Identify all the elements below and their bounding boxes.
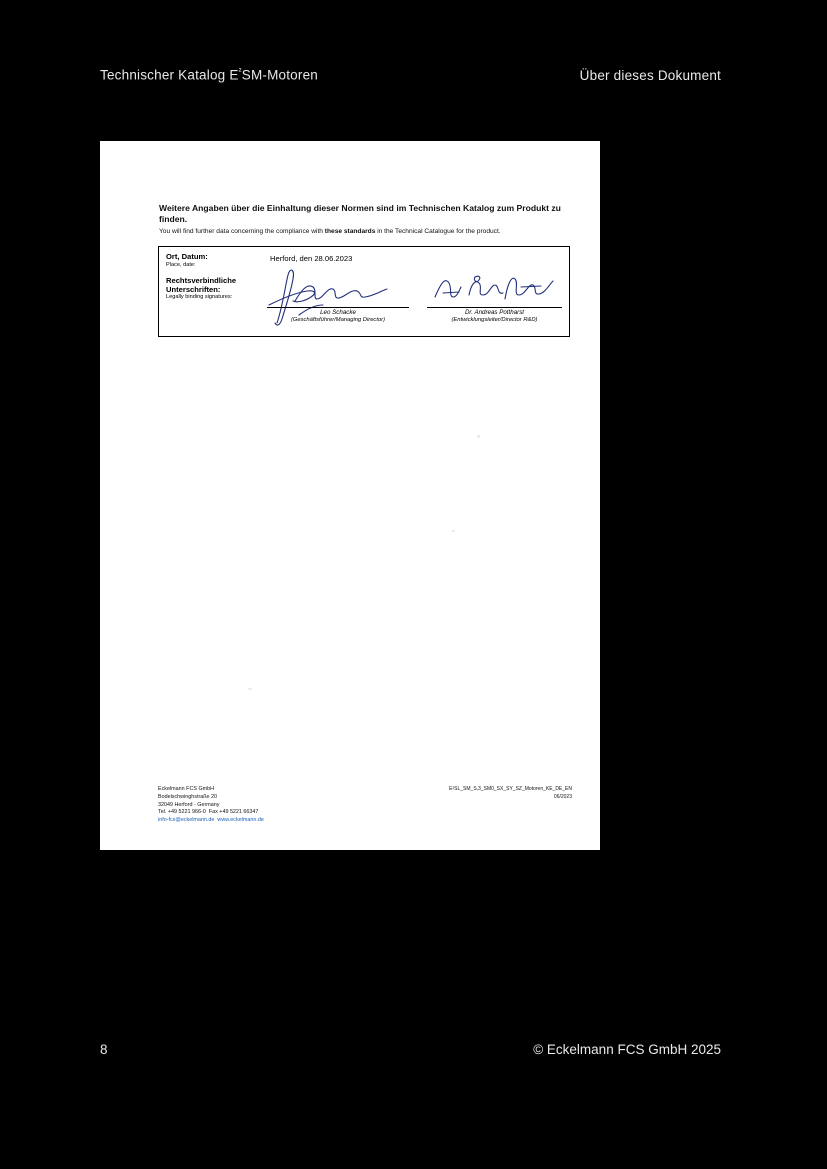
- company-street: Bodelschwinghstraße 20: [158, 793, 218, 800]
- intro-text-de: Weitere Angaben über die Einhaltung dieser Normen sind im Technischen Katalog zum Produkt zu finden.: [159, 203, 561, 224]
- scan-artefact: [248, 688, 252, 690]
- document-code-line2: 06/2023: [553, 793, 572, 800]
- intro-text-en-part2: in the Technical Catalogue for the product.: [375, 228, 501, 235]
- document-sheet: [100, 141, 600, 850]
- intro-text-en-bold: these standards: [324, 228, 376, 235]
- place-date-label-en: Place, date:: [166, 261, 196, 268]
- copyright-notice: © Eckelmann FCS GmbH 2025: [533, 1042, 721, 1057]
- header-title-pre: Technischer Katalog E: [100, 67, 239, 83]
- intro-text-en-part1: You will find further data concerning the compliance with: [159, 228, 325, 235]
- intro-paragraph: [159, 203, 569, 236]
- page-footer: [100, 1042, 721, 1066]
- header-section-title: Über dieses Dokument: [579, 67, 721, 83]
- company-address: [158, 786, 264, 825]
- company-email-link[interactable]: info-fcs@eckelmann.de: [158, 817, 215, 824]
- signatures-label: [166, 277, 266, 301]
- page-header: [100, 66, 721, 90]
- signer-2: [427, 309, 562, 325]
- signer-1-name: Leo Schacke: [320, 309, 356, 316]
- document-code: [449, 786, 572, 801]
- signer-1: [267, 309, 409, 325]
- signer-2-role: (Entwicklungsleiter/Director R&D): [451, 317, 538, 324]
- page-number: 8: [100, 1042, 108, 1057]
- header-title-post: SM-Motoren: [241, 67, 319, 83]
- scan-artefact: [477, 435, 480, 438]
- company-phone: Tel. +49 5221 966-0: [158, 809, 206, 816]
- header-title: [100, 66, 318, 83]
- place-date-value: Herford, den 28.06.2023: [270, 254, 353, 263]
- signatures-label-en: Legally binding signatures:: [166, 294, 233, 301]
- signatures-row: [166, 277, 566, 301]
- company-phone-fax: [158, 809, 264, 817]
- signatures-label-de: Rechtsverbindliche Unterschriften:: [166, 276, 237, 294]
- header-title-superscript: ²: [238, 66, 242, 76]
- company-city: 32049 Herford · Germany: [158, 801, 220, 808]
- scan-artefact: [452, 530, 455, 532]
- intro-text-en: [159, 228, 569, 236]
- place-date-label-de: Ort, Datum:: [166, 252, 208, 261]
- place-date-label: [166, 253, 266, 268]
- company-name: Eckelmann FCS GmbH: [158, 786, 215, 792]
- company-website-link[interactable]: www.eckelmann.de: [217, 817, 264, 824]
- document-code-line1: E²SL_SM_S,3_SM0_SX_SY_SZ_Motoren_KE_DE_EN: [449, 786, 572, 792]
- signer-2-name: Dr. Andreas Pottharst: [464, 309, 525, 316]
- signature-line-2: [427, 307, 562, 308]
- signer-1-role: (Geschäftsführer/Managing Director): [290, 317, 386, 324]
- place-date-row: [166, 253, 564, 268]
- signature-box: [158, 246, 570, 337]
- signature-line-1: [267, 307, 409, 308]
- company-fax: Fax +49 5221 66347: [208, 809, 259, 816]
- document-footer: [100, 781, 600, 850]
